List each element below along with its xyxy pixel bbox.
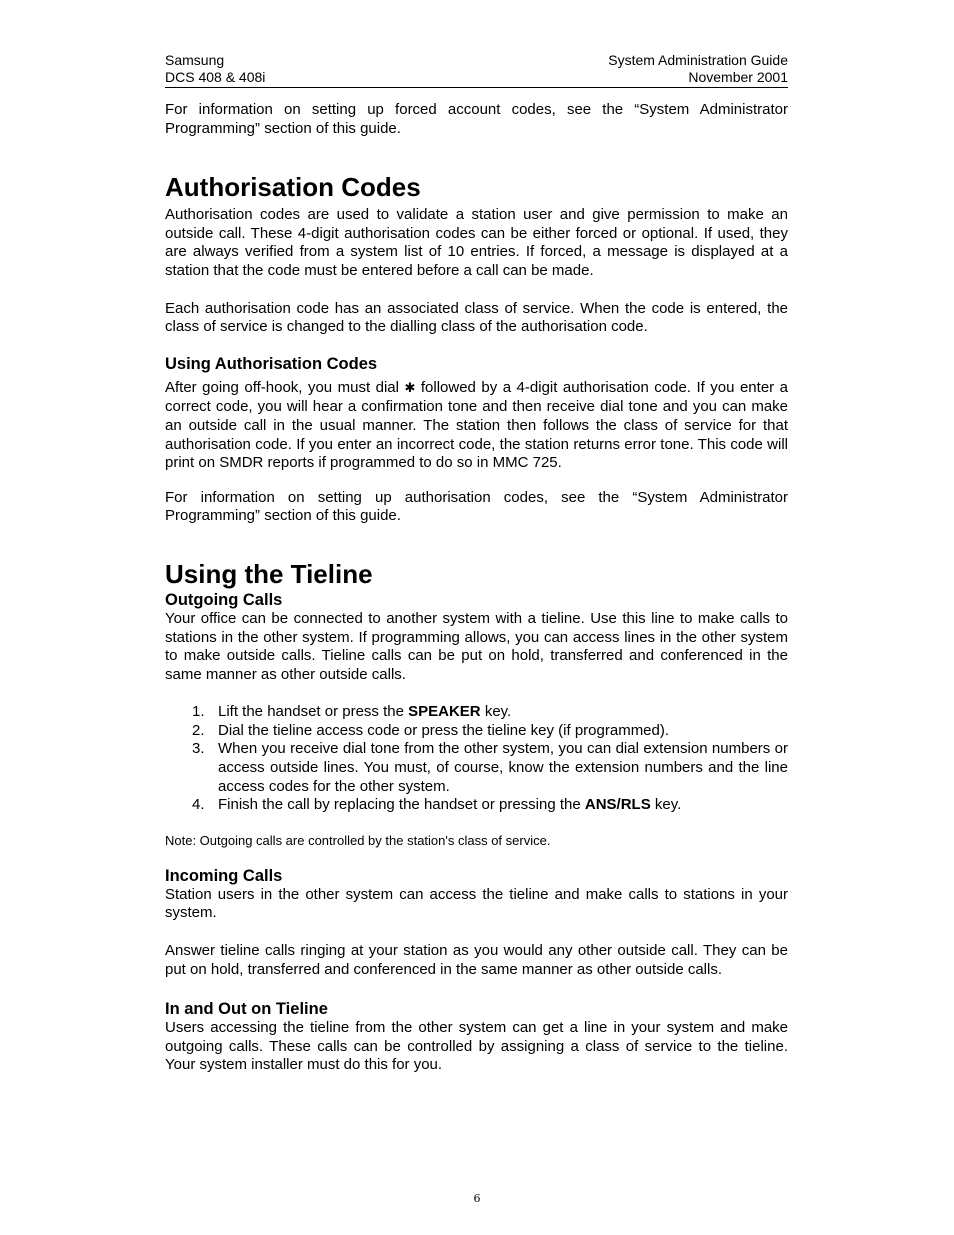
heading-using-the-tieline: Using the Tieline: [165, 558, 373, 589]
list-item: [165, 703, 788, 722]
intro-paragraph: For information on setting up forced account codes, see the “System Administrator Programming” section of this guide.: [165, 101, 788, 137]
list-item: [165, 722, 788, 741]
header-model: DCS 408 & 408i: [165, 69, 266, 85]
auth-paragraph-2: Each authorisation code has an associated class of service. When the code is entered, the class of service is changed to the dialling class of the authorisation code.: [165, 299, 788, 336]
list-item-text: key.: [480, 703, 512, 721]
list-item: [165, 796, 788, 815]
outgoing-steps-list: [165, 703, 788, 815]
auth-paragraph-3: [165, 379, 788, 473]
inout-paragraph: Users accessing the tieline from the other system can get a line in your system and make outgoing calls. These calls can be controlled by assigning a class of service to the tieline. Your system installer must do this for you.: [165, 1019, 788, 1074]
list-item-text: Lift the handset or press the: [218, 703, 409, 721]
header-date: November 2001: [688, 69, 788, 85]
star-key-icon: ✱: [404, 380, 416, 396]
list-item: [165, 740, 788, 796]
running-header-top: [165, 52, 788, 69]
auth-paragraph-1: Authorisation codes are used to validate a station user and give permission to make an outside call. These 4-digit authorisation codes can be either forced or optional. If used, they are always verified from a system list of 10 entries. If forced, a message is displayed at a station that the code must be entered before a call can be made.: [165, 206, 788, 279]
list-item-number: 2.: [192, 721, 205, 739]
incoming-paragraph-2: Answer tieline calls ringing at your station as you would any other outside call. They can be put on hold, transferred and conferenced in the same manner as other outside calls.: [165, 942, 788, 978]
list-item-text: When you receive dial tone from the other system, you can dial extension numbers or access outside lines. You must, of course, know the extension numbers and the line access codes for the other system.: [218, 740, 788, 795]
list-item-text: key.: [650, 796, 682, 814]
heading-incoming-calls: Incoming Calls: [165, 866, 283, 885]
note-text: Note: Outgoing calls are controlled by the station's class of service.: [165, 832, 551, 848]
header-company: Samsung: [165, 52, 225, 68]
incoming-paragraph-1: Station users in the other system can access the tieline and make calls to stations in your system.: [165, 885, 788, 922]
list-item-number: 1.: [192, 703, 205, 721]
key-label: SPEAKER: [408, 703, 481, 721]
outgoing-paragraph: Your office can be connected to another system with a tieline. Use this line to make calls to stations in the other system. If programming allows, you can access lines in the other system to make outside calls. Tieline calls can be put on hold, transferred and conferenced in the same manner as other outside calls.: [165, 609, 788, 683]
heading-authorisation-codes: Authorisation Codes: [165, 172, 421, 203]
heading-outgoing-calls: Outgoing Calls: [165, 590, 283, 609]
list-item-number: 3.: [192, 740, 205, 758]
list-item-text: Finish the call by replacing the handset or pressing the: [218, 796, 585, 814]
heading-in-and-out-on-tieline: In and Out on Tieline: [165, 1000, 328, 1019]
heading-using-authorisation-codes: Using Authorisation Codes: [165, 354, 378, 373]
auth-p3-text-a: After going off-hook, you must dial: [165, 378, 405, 396]
list-item-text: Dial the tieline access code or press the tieline key (if programmed).: [218, 721, 670, 739]
header-guide-title: System Administration Guide: [608, 52, 788, 68]
key-label: ANS/RLS: [584, 796, 651, 814]
running-header-bottom: [165, 69, 788, 88]
auth-p3-text-b: followed by a 4-digit authorisation code. If you enter a correct code, you will hear a confirmation tone and then receive dial tone and you can make an outside call in the usual manner. The station then follows the class of service for that authorisation code. If you enter an incorrect code, the station returns error tone. This code will print on SMDR reports if programmed to do so in MMC 725.: [165, 378, 788, 472]
list-item-number: 4.: [192, 796, 205, 814]
page-number: 6: [473, 1192, 481, 1205]
auth-paragraph-4: For information on setting up authorisation codes, see the “System Administrator Programming” section of this guide.: [165, 488, 788, 525]
document-page: [165, 52, 788, 1075]
